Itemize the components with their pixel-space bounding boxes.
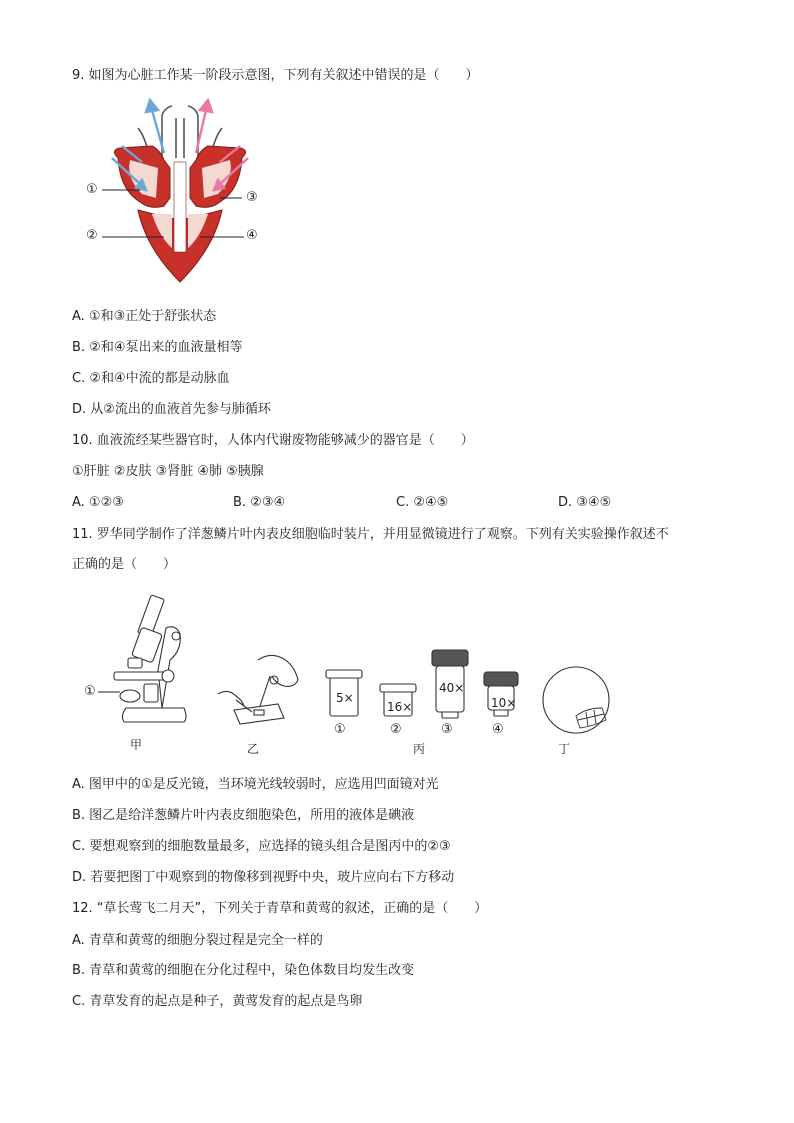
lens-label-4: ④ — [492, 722, 504, 737]
figure-jia-caption: 甲 — [130, 738, 143, 752]
lens-2-mag: 16× — [387, 700, 413, 714]
q9-option-d: D. 从②流出的血液首先参与肺循环 — [72, 402, 271, 417]
field-of-view-figure — [540, 664, 612, 736]
lens-label-3: ③ — [441, 722, 453, 737]
staining-figure — [214, 650, 304, 730]
label-4: ④ — [246, 228, 258, 243]
q10-organs: ①肝脏 ②皮肤 ③肾脏 ④肺 ⑤胰腺 — [72, 464, 264, 479]
lens-4-mag: 10× — [491, 696, 517, 710]
q11-option-a: A. 图甲中的①是反光镜，当环境光线较弱时，应选用凹面镜对光 — [72, 777, 439, 792]
label-1: ① — [86, 182, 98, 197]
q10-stem: 10. 血液流经某些器官时，人体内代谢废物能够减少的器官是（ ） — [72, 433, 474, 448]
microscope-figure — [84, 590, 194, 730]
q12-option-c: C. 青草发育的起点是种子，黄莺发育的起点是鸟卵 — [72, 994, 363, 1009]
q11-stem-line1: 11. 罗华同学制作了洋葱鳞片叶内表皮细胞临时装片，并用显微镜进行了观察。下列有关实验操作叙述不 — [72, 527, 669, 542]
q12-option-b: B. 青草和黄莺的细胞在分化过程中，染色体数目均发生改变 — [72, 963, 415, 978]
label-2: ② — [86, 228, 98, 243]
q10-option-b: B. ②③④ — [233, 495, 286, 510]
q11-option-d: D. 若要把图丁中观察到的物像移到视野中央，玻片应向右下方移动 — [72, 870, 455, 885]
microscope-label-1: ① — [84, 684, 96, 699]
q10-option-a: A. ①②③ — [72, 495, 124, 510]
lens-label-1: ① — [334, 722, 346, 737]
q9-option-b: B. ②和④泵出来的血液量相等 — [72, 340, 243, 355]
lens-3-mag: 40× — [439, 681, 465, 695]
label-3: ③ — [246, 190, 258, 205]
q12-stem: 12. “草长莺飞二月天”，下列关于青草和黄莺的叙述，正确的是（ ） — [72, 901, 488, 916]
q9-option-c: C. ②和④中流的都是动脉血 — [72, 371, 230, 386]
lens-label-2: ② — [390, 722, 402, 737]
figure-yi-caption: 乙 — [247, 742, 260, 756]
figure-bing-caption: 丙 — [413, 742, 426, 756]
q11-stem-line2: 正确的是（ ） — [72, 557, 177, 572]
q12-option-a: A. 青草和黄莺的细胞分裂过程是完全一样的 — [72, 933, 323, 948]
figure-ding-caption: 丁 — [558, 742, 571, 756]
q10-option-d: D. ③④⑤ — [558, 495, 612, 510]
q11-option-b: B. 图乙是给洋葱鳞片叶内表皮细胞染色，所用的液体是碘液 — [72, 808, 415, 823]
q10-option-c: C. ②④⑤ — [396, 495, 449, 510]
q9-stem: 9. 如图为心脏工作某一阶段示意图，下列有关叙述中错误的是（ ） — [72, 68, 479, 83]
lens-1-mag: 5× — [336, 691, 354, 705]
q9-option-a: A. ①和③正处于舒张状态 — [72, 309, 217, 324]
q11-option-c: C. 要想观察到的细胞数量最多，应选择的镜头组合是图丙中的②③ — [72, 839, 451, 854]
